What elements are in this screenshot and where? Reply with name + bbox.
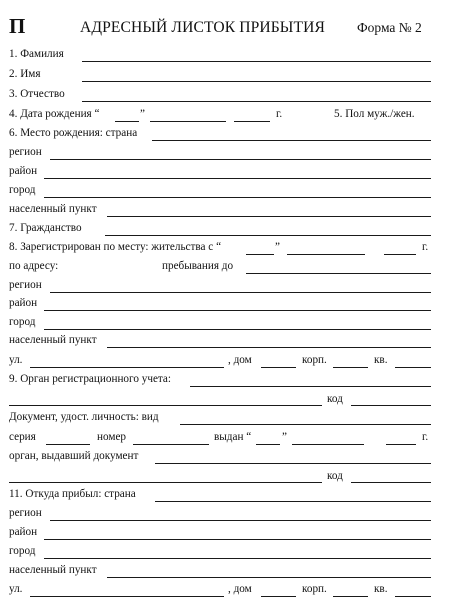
dob-month-line[interactable]: [150, 121, 226, 122]
reg-street-line[interactable]: [30, 367, 224, 368]
issued-quote-close: ”: [282, 431, 287, 443]
citizenship-label: 7. Гражданство: [9, 222, 82, 234]
birth-region-line[interactable]: [50, 159, 431, 160]
registered-label: 8. Зарегистрирован по месту: жительства с “: [9, 241, 222, 253]
series-line[interactable]: [46, 444, 90, 445]
issued-day-line[interactable]: [256, 444, 280, 445]
issuing-code-label: код: [327, 470, 343, 482]
reg-region-line[interactable]: [50, 292, 431, 293]
issuing-code-line[interactable]: [351, 482, 431, 483]
reg-apartment-label: кв.: [374, 354, 388, 366]
series-label: серия: [9, 431, 36, 443]
from-city-label: город: [9, 545, 36, 557]
arrived-from-country-label: 11. Откуда прибыл: страна: [9, 488, 136, 500]
dob-year-suffix: г.: [276, 108, 283, 120]
arrived-from-country-line[interactable]: [155, 501, 431, 502]
from-street-label: ул.: [9, 583, 23, 595]
reg-district-label: район: [9, 297, 38, 309]
from-city-line[interactable]: [44, 558, 431, 559]
reg-region-label: регион: [9, 279, 42, 291]
reg-city-label: город: [9, 316, 36, 328]
sex-label: 5. Пол муж./жен.: [334, 108, 415, 120]
form-letter: П: [9, 14, 26, 38]
by-address-label: по адресу:: [9, 260, 59, 272]
reg-month-line[interactable]: [287, 254, 365, 255]
stay-until-label: пребывания до: [162, 260, 234, 272]
birthplace-country-line[interactable]: [152, 140, 431, 141]
reg-street-label: ул.: [9, 354, 23, 366]
reg-house-line[interactable]: [261, 367, 296, 368]
reg-district-line[interactable]: [44, 310, 431, 311]
dob-day-line[interactable]: [115, 121, 139, 122]
from-building-line[interactable]: [333, 596, 368, 597]
registration-authority-label: 9. Орган регистрационного учета:: [9, 373, 172, 385]
authority-code-label: код: [327, 393, 343, 405]
birth-settlement-line[interactable]: [107, 216, 431, 217]
issuing-authority-line[interactable]: [155, 463, 431, 464]
reg-city-line[interactable]: [44, 329, 431, 330]
issued-label: выдан “: [214, 431, 252, 443]
birth-settlement-label: населенный пункт: [9, 203, 97, 215]
from-district-label: район: [9, 526, 38, 538]
citizenship-line[interactable]: [105, 235, 431, 236]
birth-city-label: город: [9, 184, 36, 196]
issued-year-suffix: г.: [422, 431, 429, 443]
reg-day-line[interactable]: [246, 254, 274, 255]
dob-year-line[interactable]: [234, 121, 270, 122]
number-label: номер: [97, 431, 127, 443]
number-line[interactable]: [133, 444, 209, 445]
patronymic-label: 3. Отчество: [9, 88, 65, 100]
reg-settlement-line[interactable]: [107, 347, 431, 348]
from-house-line[interactable]: [261, 596, 296, 597]
authority-code-line[interactable]: [351, 405, 431, 406]
reg-building-label: корп.: [302, 354, 327, 366]
from-region-label: регион: [9, 507, 42, 519]
from-street-line[interactable]: [30, 596, 224, 597]
registration-authority-line-2[interactable]: [9, 405, 322, 406]
from-settlement-line[interactable]: [107, 577, 431, 578]
reg-house-label: , дом: [228, 354, 252, 366]
dob-quote-close: ”: [140, 108, 145, 120]
birth-region-label: регион: [9, 146, 42, 158]
stay-until-line[interactable]: [246, 273, 431, 274]
from-house-label: , дом: [228, 583, 252, 595]
patronymic-line[interactable]: [82, 101, 431, 102]
identity-document-label: Документ, удост. личность: вид: [9, 411, 159, 423]
birthplace-country-label: 6. Место рождения: страна: [9, 127, 138, 139]
form-number: Форма № 2: [357, 20, 422, 35]
birth-district-line[interactable]: [44, 178, 431, 179]
issued-year-line[interactable]: [386, 444, 416, 445]
reg-settlement-label: населенный пункт: [9, 334, 97, 346]
issued-month-line[interactable]: [292, 444, 364, 445]
birth-city-line[interactable]: [44, 197, 431, 198]
name-line[interactable]: [82, 81, 431, 82]
from-settlement-label: населенный пункт: [9, 564, 97, 576]
from-apartment-label: кв.: [374, 583, 388, 595]
birth-district-label: район: [9, 165, 38, 177]
reg-quote-close: ”: [275, 241, 280, 253]
issuing-authority-label: орган, выдавший документ: [9, 450, 139, 462]
name-label: 2. Имя: [9, 68, 41, 80]
reg-year-suffix: г.: [422, 241, 429, 253]
from-district-line[interactable]: [44, 539, 431, 540]
from-region-line[interactable]: [50, 520, 431, 521]
form-title: АДРЕСНЫЙ ЛИСТОК ПРИБЫТИЯ: [80, 19, 325, 36]
registration-authority-line[interactable]: [190, 386, 431, 387]
reg-apartment-line[interactable]: [395, 367, 431, 368]
surname-line[interactable]: [82, 61, 431, 62]
surname-label: 1. Фамилия: [9, 48, 64, 60]
from-apartment-line[interactable]: [395, 596, 431, 597]
dob-label: 4. Дата рождения “: [9, 108, 100, 120]
issuing-authority-line-2[interactable]: [9, 482, 322, 483]
identity-document-line[interactable]: [180, 424, 431, 425]
reg-building-line[interactable]: [333, 367, 368, 368]
reg-year-line[interactable]: [384, 254, 416, 255]
from-building-label: корп.: [302, 583, 327, 595]
